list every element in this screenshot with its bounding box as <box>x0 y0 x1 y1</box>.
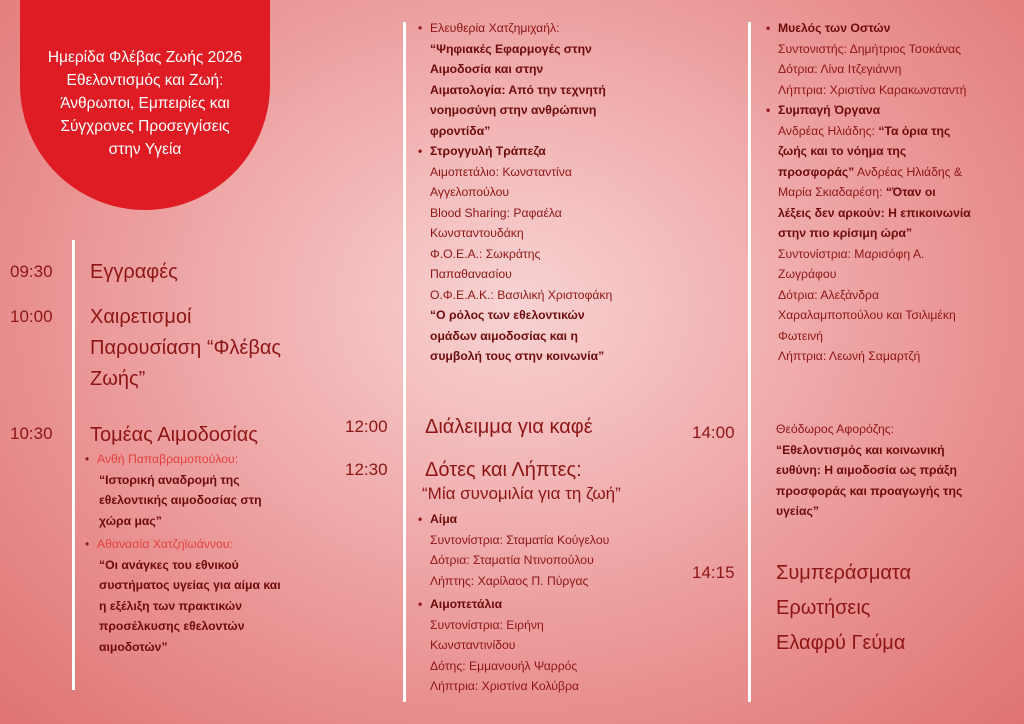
col2-groups <box>430 509 670 697</box>
group-name: • Αιμοπετάλια <box>430 597 503 611</box>
talk-line: χώρα μας” <box>99 513 162 528</box>
speaker-name: • Αθανασία Χατζηϊωάννου: <box>97 537 233 551</box>
talk-title <box>97 555 322 658</box>
list-item <box>778 100 1023 121</box>
member-line: Χαραλαμποπούλου και Τσιλιμέκη <box>778 308 956 322</box>
title-line: Σύγχρονες Προσεγγίσεις <box>60 118 230 135</box>
member-line: Συντονιστής: Δημήτριος Τσοκάνας <box>778 41 962 56</box>
talk-line: συμβολή τους στην κοινωνία” <box>430 349 605 363</box>
member-line: Συντονίστρια: Σταματία Κούγελου <box>430 532 610 547</box>
welcome-line: Ζωής” <box>90 368 146 390</box>
col2-top-list <box>430 18 670 367</box>
time-1030: 10:30 <box>10 424 53 443</box>
member-line: Αιμοπετάλιο: Κωνσταντίνα <box>430 164 572 179</box>
title-line: Ημερίδα Φλέβας Ζωής 2026 <box>47 49 243 66</box>
member-line: Λήπτρια: Χριστίνα Καρακωνσταντή <box>778 82 967 97</box>
talk-title <box>97 470 322 532</box>
time-1200: 12:00 <box>345 417 388 436</box>
talk-line: ευθύνη: Η αιμοδοσία ως πράξη <box>776 463 957 477</box>
talk-line: εθελοντικής αιμοδοσίας στη <box>99 493 262 507</box>
member-line: Παπαθανασίου <box>430 267 512 281</box>
time-0930: 09:30 <box>10 262 53 281</box>
list-item <box>430 509 670 530</box>
group-name: • Συμπαγή Όργανα <box>778 103 881 117</box>
session-blood-donation: Τομέας Αιμοδοσίας <box>90 424 258 446</box>
list-item <box>97 449 322 470</box>
talk-title <box>430 305 670 367</box>
talk-line: προσφοράς” <box>778 164 855 179</box>
talk-line: “Τα όρια της <box>878 123 951 138</box>
conclusion-line: Συμπεράσματα <box>776 562 912 584</box>
talk-line: αιμοδοτών” <box>99 639 168 654</box>
group-members <box>430 615 670 697</box>
member-line: Λήπτης: Χαρίλαος Π. Πύργας <box>430 573 589 588</box>
time-1415: 14:15 <box>692 563 735 582</box>
member-line: Ζωγράφου <box>778 267 837 281</box>
member-line: Αγγελοπούλου <box>430 185 510 199</box>
member-line: Κωνσταντινίδου <box>430 638 516 652</box>
member-line: Φωτεινή <box>778 328 823 343</box>
talk-line: ομάδων αιμοδοσίας και η <box>430 328 578 343</box>
talk-line: φροντίδα” <box>430 123 491 138</box>
member-line: Κωνσταντουδάκη <box>430 226 524 240</box>
speaker-name: Ανδρέας Ηλιάδης & <box>857 164 963 179</box>
time-1400: 14:00 <box>692 423 735 442</box>
conclusions <box>776 556 911 661</box>
speaker-name: • Ελευθερία Χατζημιχαήλ: <box>430 21 560 35</box>
member-line: Δότρια: Λίνα Ιτζεγιάννη <box>778 62 902 76</box>
talk-line: υγείας” <box>776 504 819 518</box>
talk-line: συστήματος υγείας για αίμα και <box>99 578 281 592</box>
member-line: Δότρια: Αλεξάνδρα <box>778 287 880 302</box>
col3-list <box>778 18 1023 367</box>
divider-col3 <box>748 22 751 702</box>
list-item <box>430 18 670 39</box>
talk-line: προσφοράς και προαγωγής της <box>776 483 963 498</box>
talk-line: “Ο ρόλος των εθελοντικών <box>430 308 585 322</box>
col1-speaker-list <box>97 449 322 657</box>
session-welcome <box>90 302 281 395</box>
group-members <box>430 530 670 592</box>
speaker-name: • Ανθή Παπαβραμοπούλου: <box>97 452 239 466</box>
speaker-name: Ανδρέας Ηλιάδης: <box>778 123 875 138</box>
event-title <box>20 0 270 210</box>
divider-col1 <box>72 240 75 690</box>
member-line: Φ.Ο.Ε.Α.: Σωκράτης <box>430 246 541 261</box>
round-table-members <box>430 162 670 306</box>
conclusion-line: Ερωτήσεις <box>776 597 871 619</box>
talk-line: λέξεις δεν αρκούν: Η επικοινωνία <box>778 205 971 220</box>
talk-line: νοημοσύνη στην ανθρώπινη <box>430 103 597 117</box>
member-line: Ο.Φ.Ε.Α.Κ.: Βασιλική Χριστοφάκη <box>430 287 613 302</box>
member-line: Συντονίστρια: Μαρισόφη Α. <box>778 246 925 261</box>
group-name: • Μυελός των Οστών <box>778 21 891 35</box>
time-1000: 10:00 <box>10 307 53 326</box>
closing-talk <box>776 419 1016 522</box>
talk-line: “Ιστορική αναδρομή της <box>99 472 240 487</box>
title-line: στην Υγεία <box>108 141 182 158</box>
title-line: Εθελοντισμός και Ζωή: <box>66 72 224 89</box>
talk-line: στην πιο κρίσιμη ώρα” <box>778 226 913 240</box>
session-registration: Εγγραφές <box>90 261 178 283</box>
talk-line: Αιματολογία: Από την τεχνητή <box>430 82 606 97</box>
welcome-line: Χαιρετισμοί <box>90 306 192 328</box>
member-line: Δότης: Εμμανουήλ Ψαρρός <box>430 658 578 673</box>
talk-line: η εξέλιξη των πρακτικών <box>99 598 242 613</box>
member-line: Blood Sharing: Ραφαέλα <box>430 205 562 220</box>
member-line: Λήπτρια: Χριστίνα Κολύβρα <box>430 679 579 693</box>
talk-line: προσέλκυσης εθελοντών <box>99 619 245 633</box>
time-1230: 12:30 <box>345 460 388 479</box>
talk-line: “Οι ανάγκες του εθνικού <box>99 557 239 572</box>
talk-title <box>430 39 670 142</box>
group-members <box>778 39 1023 101</box>
talk-line: “Εθελοντισμός και κοινωνική <box>776 442 945 457</box>
conclusion-line: Ελαφρύ Γεύμα <box>776 632 906 654</box>
list-item <box>778 18 1023 39</box>
divider-col2 <box>403 22 406 702</box>
speaker-name: Μαρία Σκιαδαρέση: <box>778 185 883 199</box>
member-line: Συντονίστρια: Ειρήνη <box>430 617 544 632</box>
title-line: Άνθρωποι, Εμπειρίες και <box>60 95 230 112</box>
speaker-name: Θεόδωρος Αφορόζης: <box>776 422 895 436</box>
group-name: • Αίμα <box>430 512 458 526</box>
coffee-break: Διάλειμμα για καφέ <box>425 416 593 438</box>
member-line: Λήπτρια: Λεωνή Σαμαρτζή <box>778 349 921 363</box>
list-item <box>430 594 670 615</box>
organs-talks <box>778 121 1023 367</box>
welcome-line: Παρουσίαση “Φλέβας <box>90 337 282 359</box>
round-table-heading: • Στρογγυλή Τράπεζα <box>430 144 546 158</box>
talk-line: ζωής και το νόημα της <box>778 144 907 158</box>
member-line: Δότρια: Σταματία Ντινοπούλου <box>430 553 594 567</box>
list-item <box>97 534 322 555</box>
talk-line: “Ψηφιακές Εφαρμογές στην <box>430 41 592 56</box>
donors-recipients-title: Δότες και Λήπτες: <box>425 459 582 481</box>
talk-line: Αιμοδοσία και στην <box>430 62 544 76</box>
talk-line: “Όταν οι <box>885 185 936 199</box>
list-item <box>430 141 670 162</box>
donors-recipients-subtitle: “Μία συνομιλία για τη ζωή” <box>422 484 621 503</box>
